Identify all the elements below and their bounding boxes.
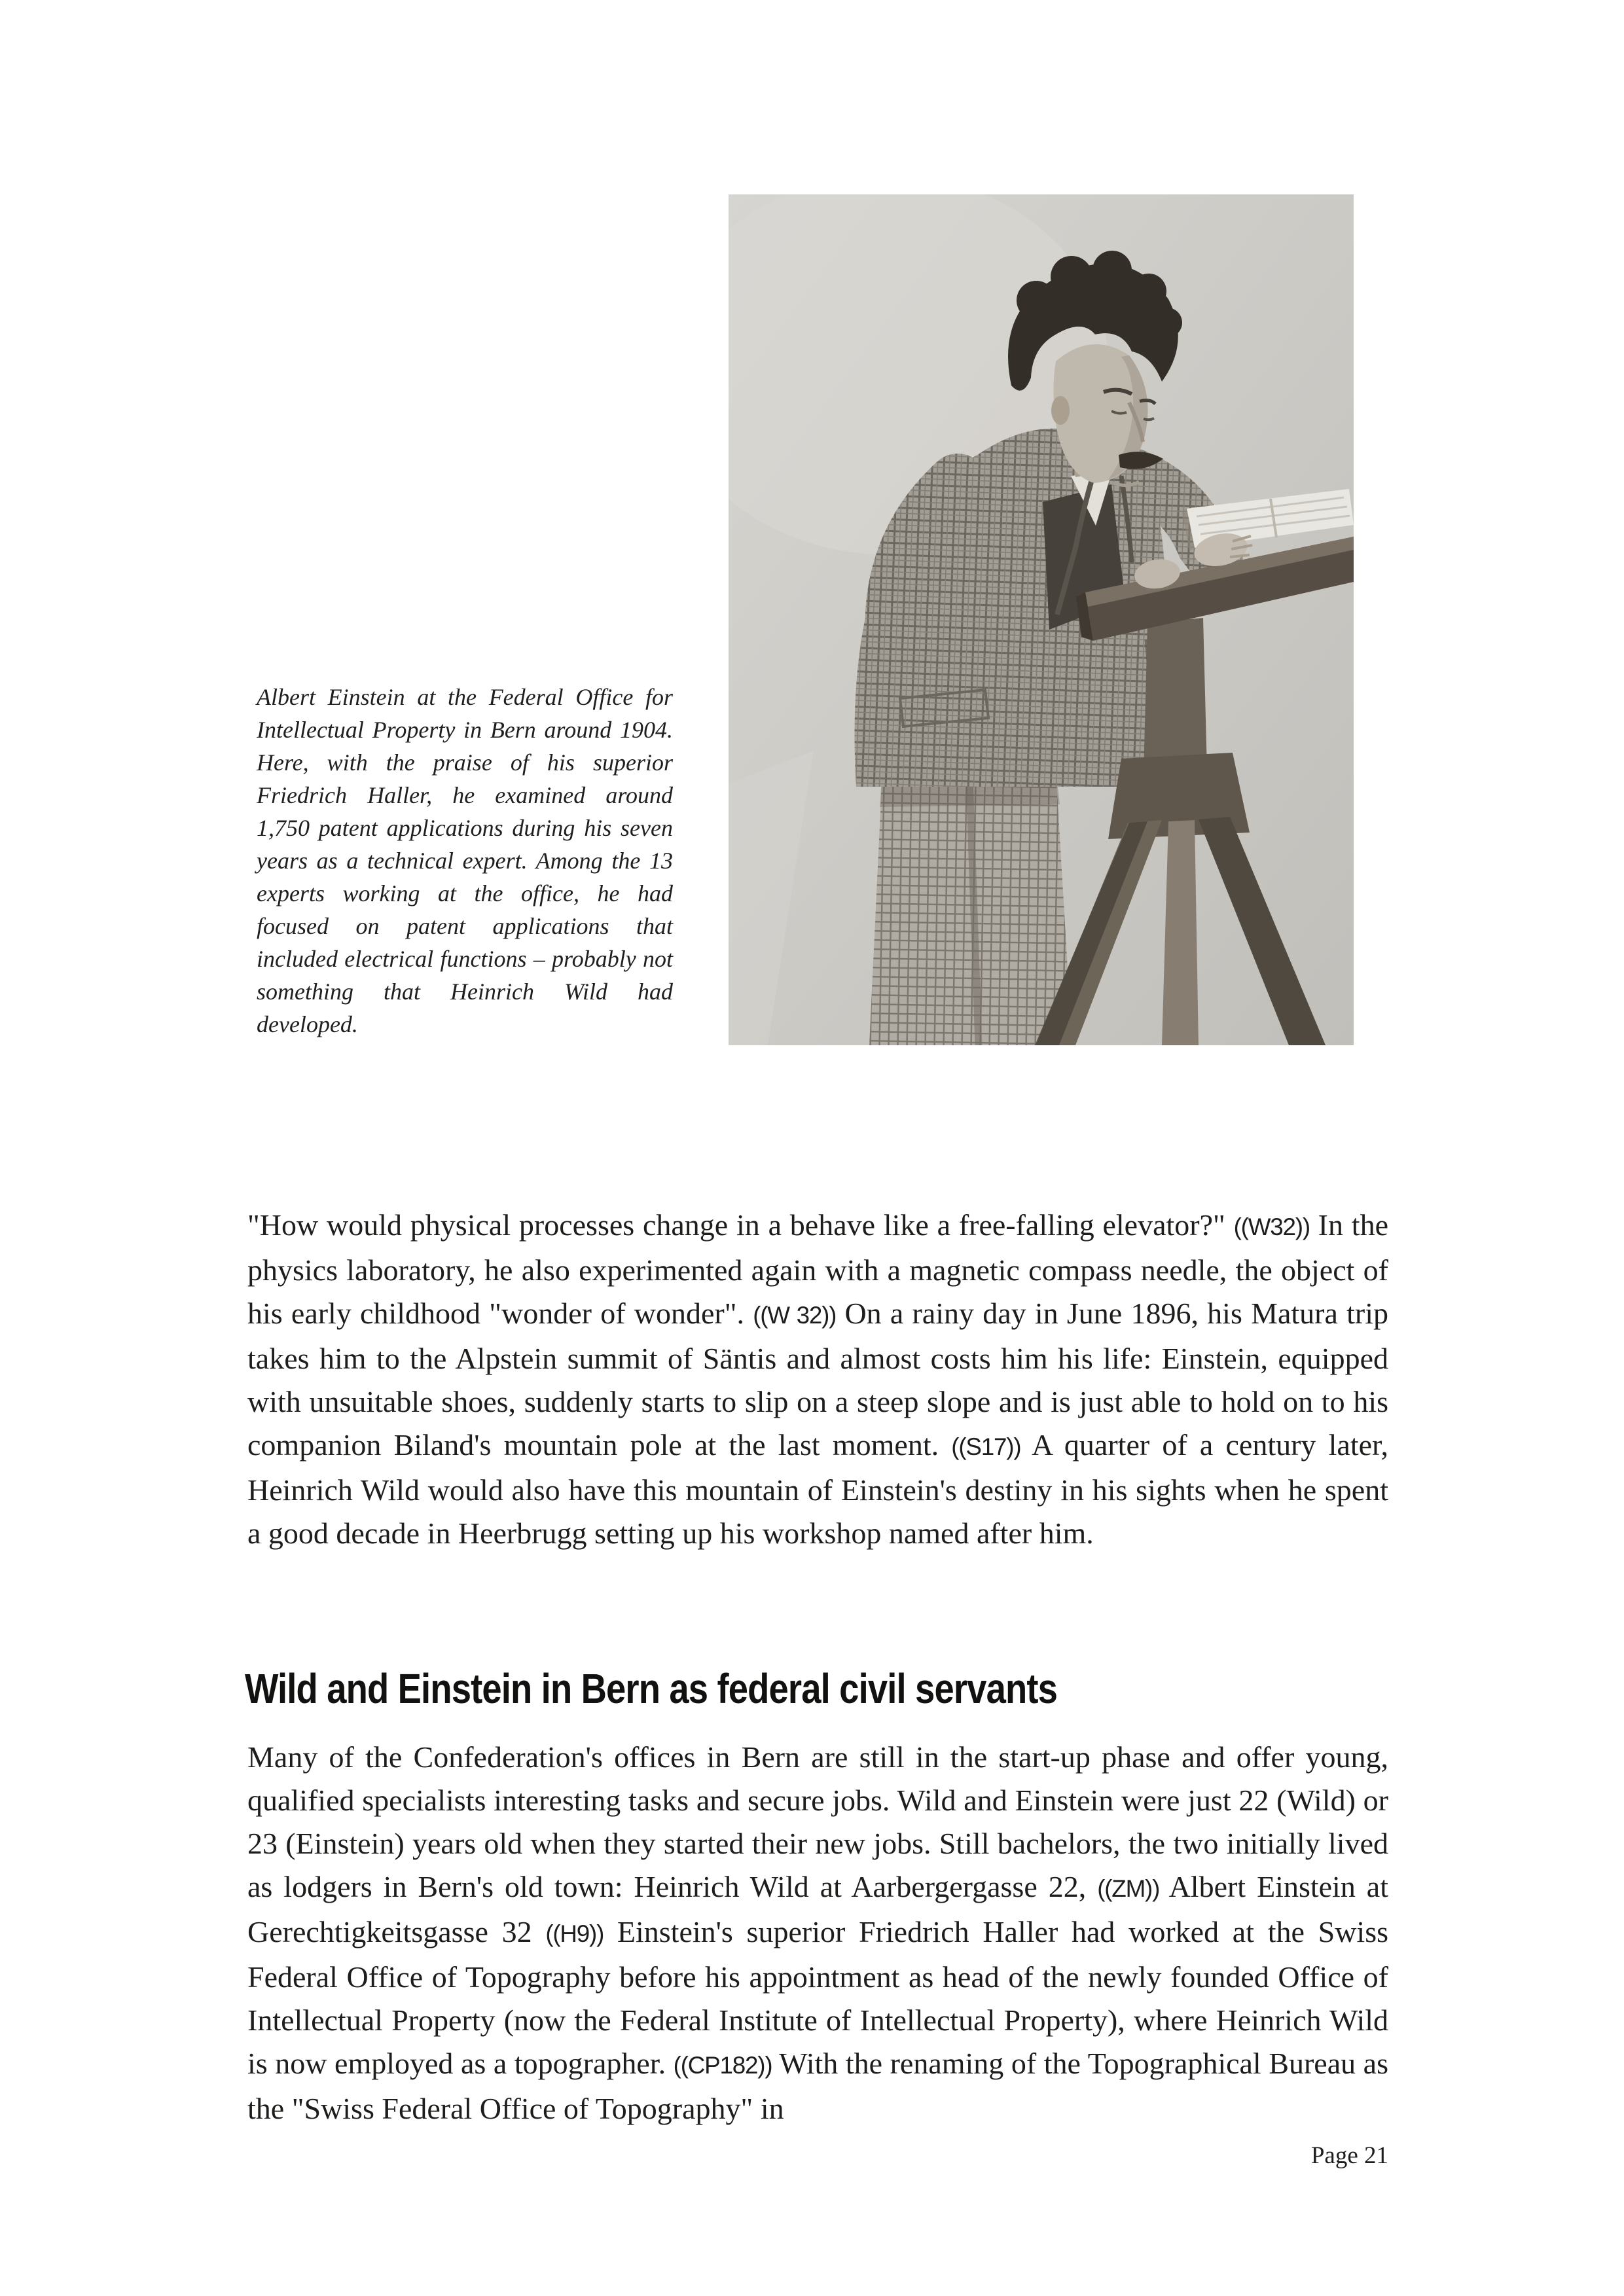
body-paragraph-2: Many of the Confederation's offices in Bern are still in the start-up phase and offer young, qualified specialists interesting tasks and secure jobs. Wild and Einstein were just 22 (Wild) or 23 (Einstein) years old when they started their new jobs. Still bachelors, the two initially lived as lodgers in Bern's old town: Heinrich Wild at Aarbergergasse 22, ((ZM)) Albert Einstein at Gerechtigkeitsgasse 32 ((H9)) Einstein's superior Friedrich Haller had worked at the Swiss Federal Office of Topography before his appointment as head of the newly founded Office of Intellectual Property (now the Federal Institute of Intellectual Property), where Heinrich Wild is now employed as a topographer. ((CP182)) With the renaming of the Topographical Bureau as the "Swiss Federal Office of Topography" in [247, 1740, 1388, 2125]
citation-marker: ((H9)) [545, 1920, 604, 1947]
citation-marker: ((S17)) [951, 1433, 1021, 1460]
citation-marker: ((CP182)) [673, 2052, 772, 2079]
einstein-photo-illustration [729, 194, 1354, 1045]
citation-marker: ((W 32)) [753, 1302, 837, 1329]
photo-caption: Albert Einstein at the Federal Office for Intellectual Property in Bern around 1904. Here, with the praise of his superior Friedrich Haller, he examined around 1,750 patent applications during his seven years as a technical expert. Among the 13 experts working at the office, he had focused on patent applications that included electrical functions – probably not something that Heinrich Wild had developed. [257, 684, 673, 1037]
section-heading: Wild and Einstein in Bern as federal civil servants [245, 1664, 1058, 1712]
einstein-photo-figure [729, 194, 1354, 1045]
body-paragraph-1: "How would physical processes change in a behave like a free-falling elevator?" ((W32)) In the physics laboratory, he also experimented again with a magnetic compass needle, the object of his early childhood "wonder of wonder". ((W 32)) On a rainy day in June 1896, his Matura trip takes him to the Alpstein summit of Säntis and almost costs him his life: Einstein, equipped with unsuitable shoes, suddenly starts to slip on a steep slope and is just able to hold on to his companion Biland's mountain pole at the last moment. ((S17)) A quarter of a century later, Heinrich Wild would also have this mountain of Einstein's destiny in his sights when he spent a good decade in Heerbrugg setting up his workshop named after him. [247, 1208, 1389, 1550]
citation-marker: ((ZM)) [1097, 1875, 1160, 1902]
citation-marker: ((W32)) [1233, 1213, 1310, 1240]
page-number: Page 21 [1310, 2142, 1388, 2169]
